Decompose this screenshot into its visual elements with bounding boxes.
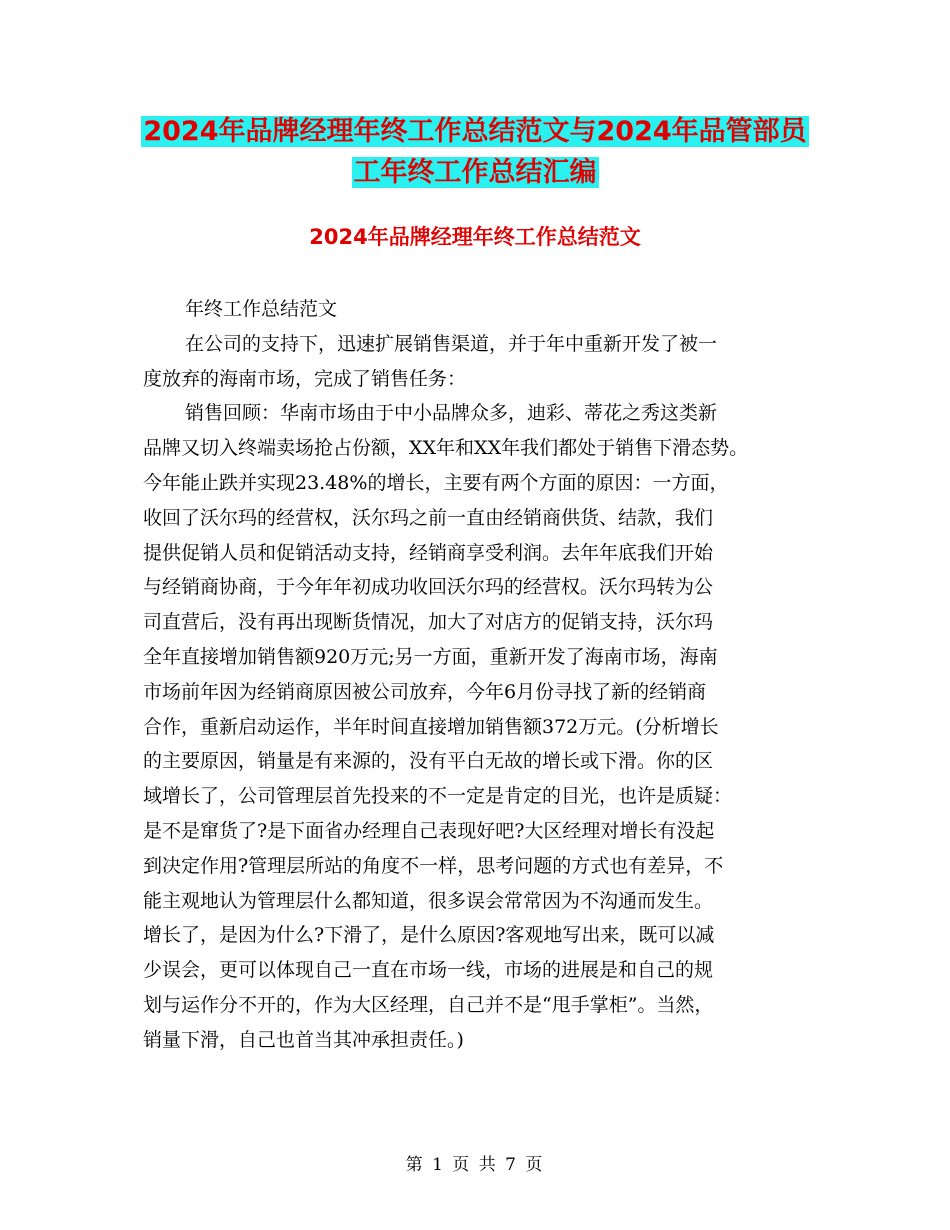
- body-line: 的主要原因，销量是有来源的，没有平白无故的增长或下滑。你的区: [143, 750, 714, 773]
- section-title: 2024年品牌经理年终工作总结范文: [309, 225, 641, 249]
- page-number-footer: 第 1 页 共 7 页: [405, 1155, 545, 1175]
- document-title-line-2: [0, 152, 950, 194]
- body-line: 能主观地认为管理层什么都知道，很多误会常常因为不沟通而发生。: [143, 889, 714, 912]
- body-line: 销售回顾：华南市场由于中小品牌众多，迪彩、蒂花之秀这类新: [185, 402, 718, 425]
- body-line: 年终工作总结范文: [185, 298, 338, 320]
- body-line: 销量下滑，自己也首当其冲承担责任。): [143, 1028, 464, 1051]
- body-line: 司直营后，没有再出现断货情况，加大了对店方的促销支持，沃尔玛: [143, 611, 714, 634]
- body-line: 域增长了，公司管理层首先投来的不一定是肯定的目光，也许是质疑：: [143, 785, 733, 808]
- body-line: 全年直接增加销售额920万元;另一方面，重新开发了海南市场，海南: [143, 645, 718, 668]
- body-line: 合作，重新启动运作，半年时间直接增加销售额372万元。(分析增长: [143, 715, 719, 738]
- body-line: 今年能止跌并实现23.48%的增长，主要有两个方面的原因：一方面，: [143, 471, 729, 494]
- title-highlight-2: 工年终工作总结汇编: [353, 157, 597, 188]
- body-line: 到决定作用?管理层所站的角度不一样，思考问题的方式也有差异，不: [143, 854, 724, 877]
- body-line: 在公司的支持下，迅速扩展销售渠道，并于年中重新开发了被一: [185, 332, 718, 355]
- document-body: [143, 292, 811, 1058]
- body-line: 度放弃的海南市场，完成了销售任务：: [143, 367, 467, 390]
- body-line: 划与运作分不开的，作为大区经理，自己并不是“甩手掌柜”。当然，: [143, 993, 714, 1016]
- body-line: 是不是窜货了?是下面省办经理自己表现好吧?大区经理对增长有没起: [143, 819, 715, 842]
- body-line: 与经销商协商，于今年年初成功收回沃尔玛的经营权。沃尔玛转为公: [143, 576, 714, 599]
- body-line: 品牌又切入终端卖场抢占份额，XX年和XX年我们都处于销售下滑态势。: [143, 437, 749, 460]
- body-line: 收回了沃尔玛的经营权，沃尔玛之前一直由经销商供货、结款，我们: [143, 506, 714, 529]
- body-line: 市场前年因为经销商原因被公司放弃，今年6月份寻找了新的经销商: [143, 680, 707, 703]
- document-title-line-1: [0, 111, 950, 153]
- body-line: 增长了，是因为什么?下滑了，是什么原因?客观地写出来，既可以减: [143, 924, 715, 947]
- title-highlight-1: 2024年品牌经理年终工作总结范文与2024年品管部员: [143, 116, 807, 147]
- body-line: 少误会，更可以体现自己一直在市场一线，市场的进展是和自己的规: [143, 959, 714, 982]
- body-line: 提供促销人员和促销活动支持，经销商享受利润。去年年底我们开始: [143, 541, 714, 564]
